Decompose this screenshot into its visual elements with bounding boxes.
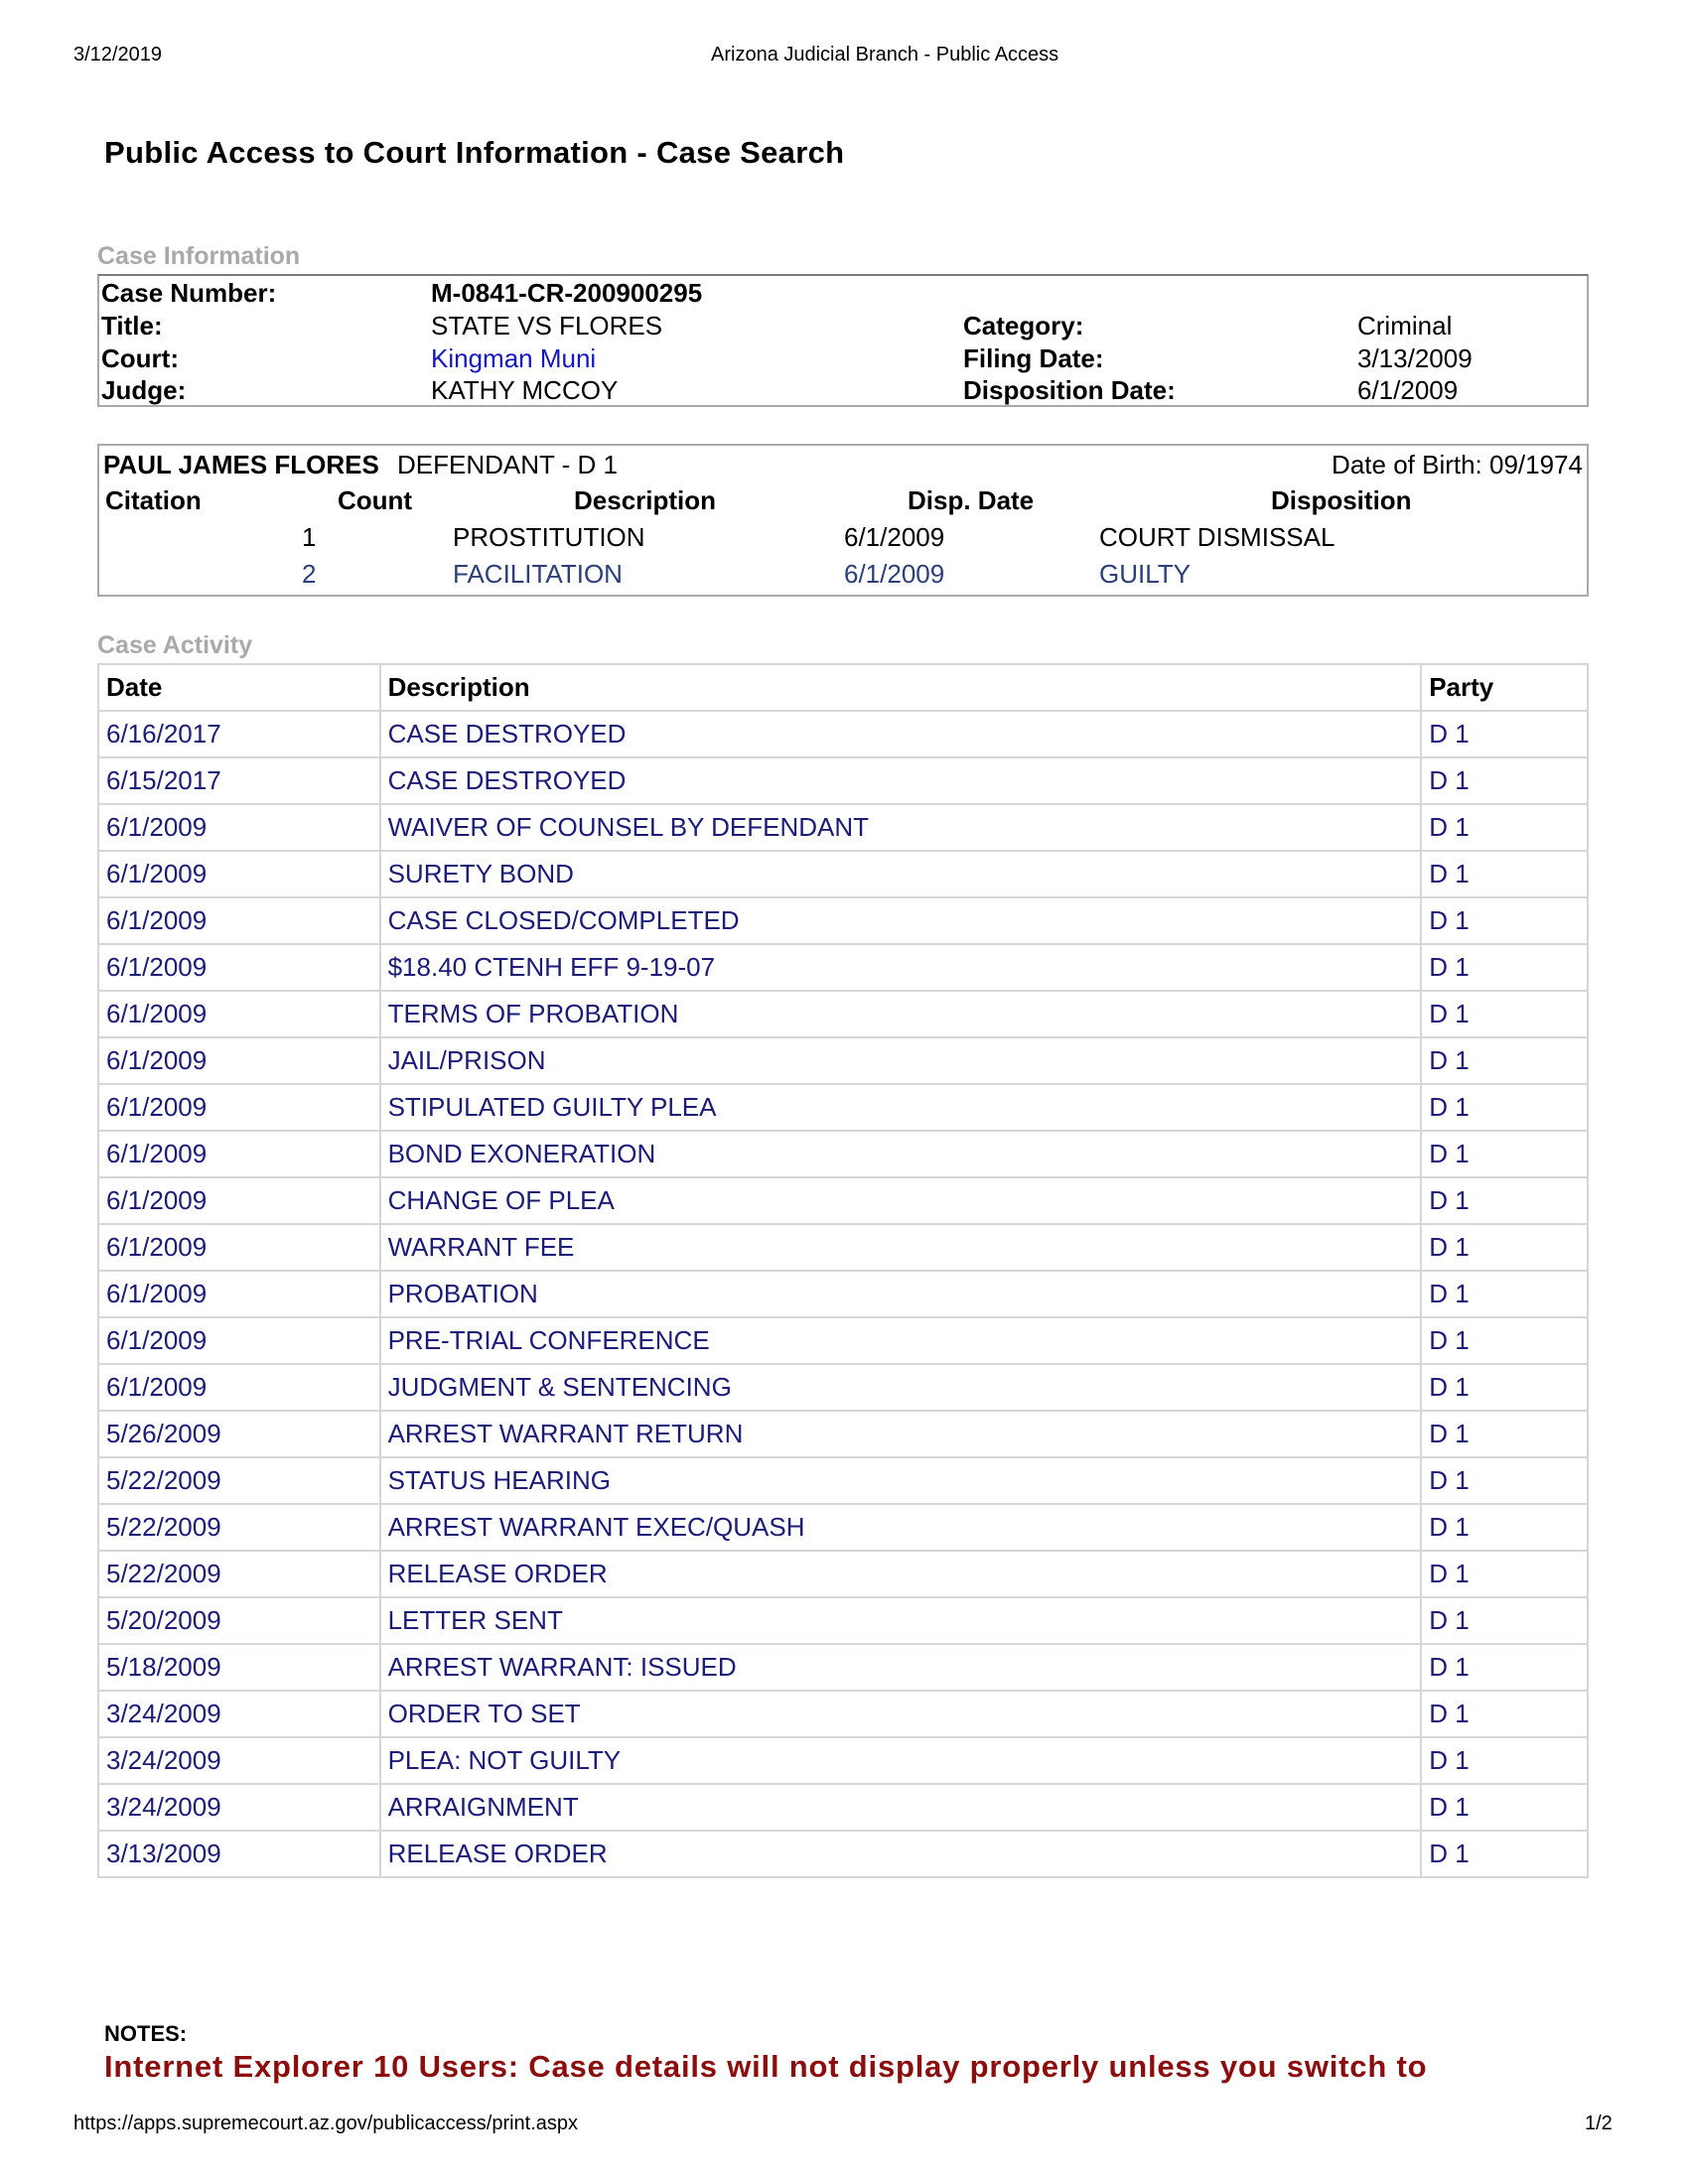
activity-party: D 1 [1421, 1784, 1588, 1831]
charges-header-description: Description [574, 485, 717, 515]
activity-date: 6/1/2009 [98, 851, 380, 897]
activity-party: D 1 [1421, 1224, 1588, 1271]
charges-header-citation: Citation [105, 485, 202, 515]
category-label: Category: [963, 311, 1084, 341]
print-date: 3/12/2019 [73, 44, 162, 66]
activity-date: 5/20/2009 [98, 1597, 380, 1644]
activity-date: 6/1/2009 [98, 1177, 380, 1224]
activity-description: CASE CLOSED/COMPLETED [380, 897, 1422, 944]
case-activity-label: Case Activity [97, 631, 253, 659]
table-row [98, 897, 1588, 944]
activity-party: D 1 [1421, 804, 1588, 851]
activity-party: D 1 [1421, 711, 1588, 757]
activity-party: D 1 [1421, 851, 1588, 897]
activity-party: D 1 [1421, 757, 1588, 804]
charges-header-count: Count [338, 485, 413, 515]
activity-party: D 1 [1421, 1271, 1588, 1317]
activity-date: 6/1/2009 [98, 1084, 380, 1131]
table-row [98, 1551, 1588, 1597]
activity-description: PRE-TRIAL CONFERENCE [380, 1317, 1422, 1364]
activity-date: 6/1/2009 [98, 1037, 380, 1084]
table-row [98, 804, 1588, 851]
column-header-party: Party [1421, 664, 1588, 711]
activity-date: 6/15/2017 [98, 757, 380, 804]
table-row [98, 1597, 1588, 1644]
activity-party: D 1 [1421, 1644, 1588, 1691]
table-header-row [98, 664, 1588, 711]
activity-description: ORDER TO SET [380, 1691, 1422, 1737]
activity-description: RELEASE ORDER [380, 1551, 1422, 1597]
activity-description: $18.40 CTENH EFF 9-19-07 [380, 944, 1422, 991]
party-panel [97, 444, 1589, 597]
activity-description: CASE DESTROYED [380, 711, 1422, 757]
activity-description: ARREST WARRANT EXEC/QUASH [380, 1504, 1422, 1551]
activity-party: D 1 [1421, 1831, 1588, 1877]
table-row [98, 1831, 1588, 1877]
charges-header-disp-date: Disp. Date [908, 485, 1035, 515]
table-row [98, 1737, 1588, 1784]
case-number-value: M-0841-CR-200900295 [431, 278, 703, 308]
filing-date-value: 3/13/2009 [1357, 343, 1473, 373]
activity-description: CHANGE OF PLEA [380, 1177, 1422, 1224]
activity-date: 3/24/2009 [98, 1691, 380, 1737]
activity-description: ARREST WARRANT RETURN [380, 1411, 1422, 1457]
party-dob: Date of Birth: 09/1974 [1332, 450, 1583, 479]
charge-disposition: COURT DISMISSAL [1099, 522, 1336, 552]
title-label: Title: [101, 311, 163, 341]
category-value: Criminal [1357, 311, 1453, 341]
party-name: PAUL JAMES FLORES [103, 450, 379, 479]
charge-disposition: GUILTY [1099, 559, 1191, 589]
charges-header-disposition: Disposition [1271, 485, 1412, 515]
activity-description: BOND EXONERATION [380, 1131, 1422, 1177]
case-information-label: Case Information [97, 242, 301, 270]
table-row [98, 1224, 1588, 1271]
activity-party: D 1 [1421, 1317, 1588, 1364]
charge-description: FACILITATION [453, 559, 623, 589]
charge-count: 1 [302, 522, 317, 552]
activity-description: LETTER SENT [380, 1597, 1422, 1644]
court-label: Court: [101, 343, 179, 373]
activity-date: 6/1/2009 [98, 1364, 380, 1411]
notes-label: NOTES: [104, 2021, 188, 2046]
table-row [98, 1177, 1588, 1224]
activity-party: D 1 [1421, 1504, 1588, 1551]
activity-date: 3/13/2009 [98, 1831, 380, 1877]
activity-party: D 1 [1421, 1131, 1588, 1177]
activity-date: 5/22/2009 [98, 1457, 380, 1504]
activity-party: D 1 [1421, 944, 1588, 991]
activity-date: 6/1/2009 [98, 804, 380, 851]
activity-party: D 1 [1421, 1597, 1588, 1644]
table-row [98, 991, 1588, 1037]
activity-description: JAIL/PRISON [380, 1037, 1422, 1084]
activity-party: D 1 [1421, 1364, 1588, 1411]
judge-value: KATHY MCCOY [431, 375, 619, 405]
activity-party: D 1 [1421, 1691, 1588, 1737]
activity-party: D 1 [1421, 1457, 1588, 1504]
activity-description: ARRAIGNMENT [380, 1784, 1422, 1831]
table-row [98, 944, 1588, 991]
disposition-date-value: 6/1/2009 [1357, 375, 1459, 405]
table-row [98, 711, 1588, 757]
table-row [98, 1037, 1588, 1084]
activity-date: 6/16/2017 [98, 711, 380, 757]
charge-disp-date: 6/1/2009 [844, 559, 945, 589]
activity-description: RELEASE ORDER [380, 1831, 1422, 1877]
activity-party: D 1 [1421, 1737, 1588, 1784]
filing-date-label: Filing Date: [963, 343, 1104, 373]
activity-date: 5/18/2009 [98, 1644, 380, 1691]
activity-description: ARREST WARRANT: ISSUED [380, 1644, 1422, 1691]
activity-description: STIPULATED GUILTY PLEA [380, 1084, 1422, 1131]
print-footer-page: 1/2 [1585, 2113, 1613, 2134]
charge-count: 2 [302, 559, 317, 589]
activity-description: PLEA: NOT GUILTY [380, 1737, 1422, 1784]
table-row [98, 851, 1588, 897]
table-row [98, 1131, 1588, 1177]
activity-party: D 1 [1421, 1037, 1588, 1084]
activity-description: STATUS HEARING [380, 1457, 1422, 1504]
title-value: STATE VS FLORES [431, 311, 663, 341]
activity-date: 5/26/2009 [98, 1411, 380, 1457]
page-title: Public Access to Court Information - Case Search [104, 135, 845, 170]
charge-disp-date: 6/1/2009 [844, 522, 945, 552]
activity-date: 6/1/2009 [98, 1271, 380, 1317]
table-row [98, 1691, 1588, 1737]
table-row [98, 1411, 1588, 1457]
activity-description: SURETY BOND [380, 851, 1422, 897]
table-row [98, 1271, 1588, 1317]
table-row [98, 1644, 1588, 1691]
activity-date: 3/24/2009 [98, 1737, 380, 1784]
table-row [98, 1504, 1588, 1551]
activity-date: 6/1/2009 [98, 991, 380, 1037]
activity-party: D 1 [1421, 1551, 1588, 1597]
disposition-date-label: Disposition Date: [963, 375, 1176, 405]
table-row [98, 757, 1588, 804]
court-link[interactable]: Kingman Muni [431, 343, 597, 373]
activity-date: 6/1/2009 [98, 1131, 380, 1177]
table-row [98, 1457, 1588, 1504]
activity-party: D 1 [1421, 1411, 1588, 1457]
case-information-panel [97, 274, 1589, 407]
table-row [98, 1317, 1588, 1364]
activity-party: D 1 [1421, 897, 1588, 944]
activity-date: 5/22/2009 [98, 1504, 380, 1551]
table-row [98, 1364, 1588, 1411]
activity-date: 6/1/2009 [98, 944, 380, 991]
activity-description: WAIVER OF COUNSEL BY DEFENDANT [380, 804, 1422, 851]
column-header-description: Description [380, 664, 1422, 711]
activity-description: TERMS OF PROBATION [380, 991, 1422, 1037]
activity-date: 6/1/2009 [98, 1317, 380, 1364]
activity-description: PROBATION [380, 1271, 1422, 1317]
table-row [98, 1784, 1588, 1831]
case-number-label: Case Number: [101, 278, 277, 308]
activity-date: 5/22/2009 [98, 1551, 380, 1597]
activity-description: CASE DESTROYED [380, 757, 1422, 804]
activity-date: 6/1/2009 [98, 897, 380, 944]
activity-party: D 1 [1421, 1177, 1588, 1224]
judge-label: Judge: [101, 375, 187, 405]
print-header-title: Arizona Judicial Branch - Public Access [711, 44, 1059, 66]
charge-description: PROSTITUTION [453, 522, 645, 552]
case-activity-table [97, 663, 1589, 1878]
activity-date: 6/1/2009 [98, 1224, 380, 1271]
activity-date: 3/24/2009 [98, 1784, 380, 1831]
notes-text: Internet Explorer 10 Users: Case details will not display properly unless you switch to [104, 2049, 1428, 2084]
table-row [98, 1084, 1588, 1131]
print-footer-url: https://apps.supremecourt.az.gov/publicaccess/print.aspx [73, 2113, 579, 2134]
activity-party: D 1 [1421, 1084, 1588, 1131]
party-role: DEFENDANT - D 1 [397, 450, 618, 479]
column-header-date: Date [98, 664, 380, 711]
activity-description: JUDGMENT & SENTENCING [380, 1364, 1422, 1411]
activity-description: WARRANT FEE [380, 1224, 1422, 1271]
activity-party: D 1 [1421, 991, 1588, 1037]
